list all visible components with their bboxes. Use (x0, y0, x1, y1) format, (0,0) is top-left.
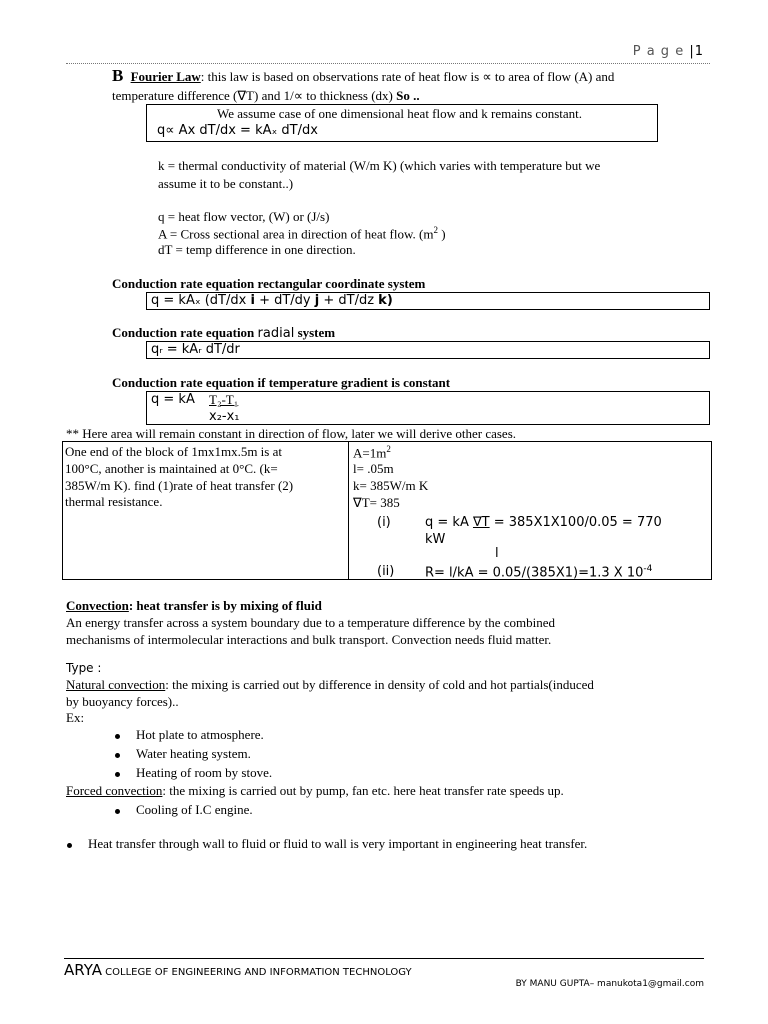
natural-heading: Natural convection (66, 677, 166, 692)
gradient-numerator: T₂-T₁ (209, 392, 239, 407)
bullet-icon (115, 734, 120, 739)
page-number: 1 (694, 44, 704, 59)
assumption-text: We assume case of one dimensional heat flow and k remains constant. (217, 106, 583, 121)
fourier-so: So .. (396, 88, 420, 103)
natural-line-2: by buoyancy forces).. (66, 694, 179, 709)
example-label: Ex: (66, 710, 85, 725)
header-rule (66, 63, 710, 64)
given-k: k= 385W/m K (353, 478, 429, 493)
step-1-equation (425, 515, 662, 530)
type-label: Type : (66, 661, 102, 675)
given-length: l= .05m (353, 461, 394, 476)
rect-title: Conduction rate equation rectangular coordinate system (112, 276, 426, 291)
rect-eq-a: q = kAₓ (dT/dx (151, 293, 251, 308)
given-area-exp: 2 (386, 444, 391, 454)
page-label: P a g e (632, 44, 685, 59)
forced-line (66, 783, 564, 799)
rect-equation (151, 293, 393, 308)
radial-title-c: system (294, 325, 336, 340)
step-2-number: (ii) (377, 564, 395, 579)
page-separator: | (689, 44, 695, 59)
step-1-unit: kW (425, 532, 446, 547)
radial-equation-box (146, 341, 710, 359)
problem-line-1: One end of the block of 1mx1mx.5m is at (65, 444, 282, 459)
convection-heading-u: Convection (66, 598, 129, 613)
step-1-number: (i) (377, 515, 391, 530)
fourier-equation: q∝ Ax dT/dx = kAₓ dT/dx (157, 123, 318, 138)
convection-heading (66, 598, 322, 614)
fourier-line-1 (112, 66, 614, 86)
given-delta-t: ∇T= 385 (353, 495, 400, 510)
bullet-icon (67, 843, 72, 848)
k-definition-2: assume it to be constant..) (158, 176, 294, 191)
list-item: Cooling of I.C engine. (136, 802, 253, 817)
convection-note: Heat transfer through wall to fluid or fluid to wall is very important in engineering heat transfer. (88, 836, 588, 851)
radial-title-b: radial (257, 326, 295, 341)
convection-line-2: mechanisms of intermolecular interactions and bulk transport. Convection needs fluid matter. (66, 632, 552, 647)
rect-equation-box (146, 292, 710, 310)
step-1-length: l (495, 546, 499, 561)
assumption-box (146, 104, 658, 142)
footer-author: BY MANU GUPTA– manukota1@gmail.com (515, 979, 704, 989)
list-item: Heating of room by stove. (136, 765, 273, 780)
bullet-icon (115, 753, 120, 758)
problem-line-4: thermal resistance. (65, 494, 163, 509)
dt-definition: dT = temp difference in one direction. (158, 242, 356, 257)
fourier-intro: : this law is based on observations rate of heat flow is ∝ to area of flow (A) and (200, 69, 615, 84)
step-2-text: R= l/kA = 0.05/(385X1)=1.3 X 10 (425, 565, 644, 581)
problem-line-2: 100°C, another is maintained at 0°C. (k= (65, 461, 278, 476)
footer-rule (64, 958, 704, 959)
problem-line-3: 385W/m K). find (1)rate of heat transfer (2) (65, 478, 294, 493)
footer-college (64, 961, 412, 979)
page-header (633, 44, 704, 59)
list-item: Water heating system. (136, 746, 251, 761)
rect-eq-i: i (250, 293, 255, 308)
a-definition (158, 225, 446, 242)
step-2-equation (425, 564, 652, 580)
given-area-text: A=1m (353, 445, 387, 461)
list-item: Hot plate to atmosphere. (136, 727, 264, 742)
fourier-line-2 (112, 88, 420, 104)
gradient-equation-box (146, 391, 710, 425)
given-area (353, 444, 391, 461)
forced-text: : the mixing is carried out by pump, fan etc. here heat transfer rate speeds up. (162, 783, 564, 798)
gradient-note: ** Here area will remain constant in direction of flow, later we will derive other cases. (66, 426, 517, 441)
q-definition: q = heat flow vector, (W) or (J/s) (158, 209, 330, 224)
step-1-a: q = kA (425, 515, 473, 530)
gradient-title: Conduction rate equation if temperature gradient is constant (112, 375, 451, 390)
example-table (62, 441, 712, 580)
bullet-icon (115, 772, 120, 777)
bullet-icon (115, 809, 120, 814)
a-close: ) (437, 226, 446, 242)
convection-heading-rest: : heat transfer is by mixing of fluid (128, 598, 322, 613)
rect-eq-k: k) (378, 293, 393, 308)
natural-text: : the mixing is carried out by difference in density of cold and hot partials(induced (165, 677, 594, 692)
rect-eq-c: + dT/dz (319, 293, 379, 308)
step-2-exp: -4 (643, 564, 653, 574)
footer-brand: ARYA (64, 961, 102, 979)
table-divider (348, 442, 349, 579)
a-exponent: 2 (433, 225, 438, 235)
radial-title (112, 325, 335, 341)
natural-line-1 (66, 677, 594, 693)
radial-title-a: Conduction rate equation (112, 325, 258, 340)
step-1-grad: ∇T (472, 515, 490, 530)
rect-eq-j: j (314, 293, 320, 308)
a-definition-text: A = Cross sectional area in direction of heat flow. (m (158, 226, 434, 242)
gradient-eq-prefix: q = kA (151, 392, 195, 407)
rect-eq-b: + dT/dy (254, 293, 315, 308)
radial-equation: qᵣ = kAᵣ dT/dr (151, 342, 240, 357)
step-1-b: = 385X1X100/0.05 = 770 (489, 515, 662, 530)
fourier-heading: Fourier Law (130, 69, 201, 84)
gradient-denominator: x₂-x₁ (209, 409, 240, 424)
fourier-intro-2: temperature difference (∇T) and 1/∝ to thickness (dx) (112, 88, 397, 103)
convection-line-1: An energy transfer across a system boundary due to a temperature difference by the combined (66, 615, 556, 630)
forced-heading: Forced convection (66, 783, 163, 798)
footer-college-name: COLLEGE OF ENGINEERING AND INFORMATION TECHNOLOGY (101, 967, 412, 978)
k-definition-1: k = thermal conductivity of material (W/m K) (which varies with temperature but we (158, 158, 601, 173)
section-letter: B (112, 66, 124, 85)
